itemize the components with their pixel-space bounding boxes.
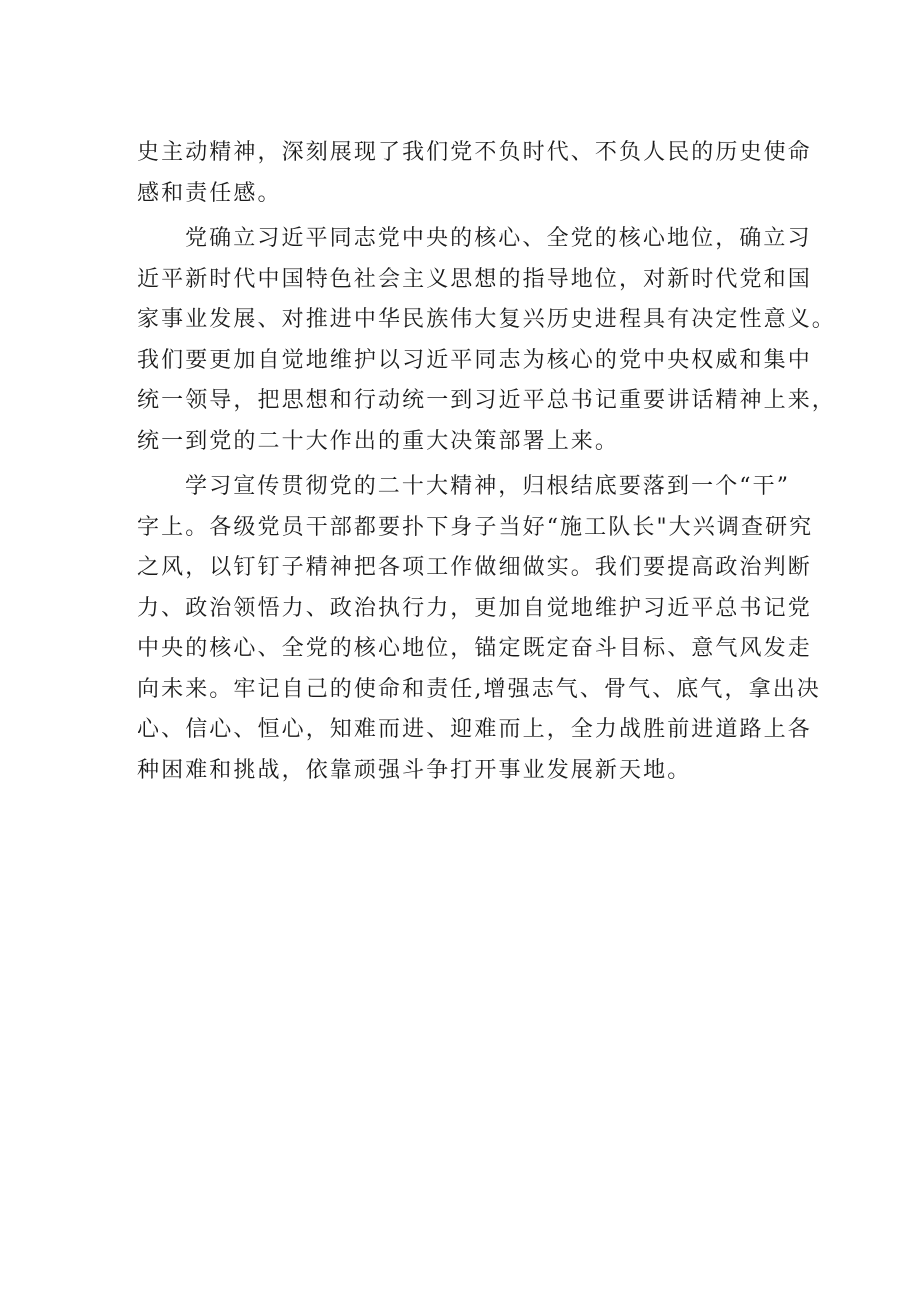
text-line: 字上。各级党员干部都要扑下身子当好“施工队长"大兴调查研究 [137,514,814,540]
text-line: 史主动精神，深刻展现了我们党不负时代、不负人民的历史使命 [137,140,812,165]
text-line: 统一领导，把思想和行动统一到习近平总书记重要讲话精神上来， [137,388,836,413]
paragraph-1 [137,133,812,214]
paragraph-2 [137,219,836,462]
paragraph-3 [137,467,821,791]
text-line: 力、政治领悟力、政治执行力，更加自觉地维护习近平总书记党 [137,595,812,621]
text-line: 我们要更加自觉地维护以习近平同志为核心的党中央权威和集中 [137,347,812,373]
text-line: 种困难和挑战，依靠顽强斗争打开事业发展新天地。 [137,757,692,783]
text-line: 中央的核心、全党的核心地位，锚定既定奋斗目标、意气风发走 [137,636,812,661]
text-line: 心、信心、恒心，知难而进、迎难而上，全力战胜前进道路上各 [137,717,812,742]
text-line: 家事业发展、对推进中华民族伟大复兴历史进程具有决定性意义。 [137,307,836,332]
text-line: 统一到党的二十大作出的重大决策部署上来。 [137,428,620,454]
text-line: 之风，以钉钉子精神把各项工作做细做实。我们要提高政治判断 [137,555,812,580]
text-line: 感和责任感。 [137,180,282,206]
text-line: 近平新时代中国特色社会主义思想的指导地位，对新时代党和国 [137,266,812,292]
body-text [137,133,836,791]
text-line: 学习宣传贯彻党的二十大精神，归根结底要落到一个“干” [185,474,791,499]
text-line: 党确立习近平同志党中央的核心、全党的核心地位，确立习 [185,226,812,251]
text-line: 向未来。牢记自己的使命和责任,增强志气、骨气、底气，拿出决 [137,676,821,702]
